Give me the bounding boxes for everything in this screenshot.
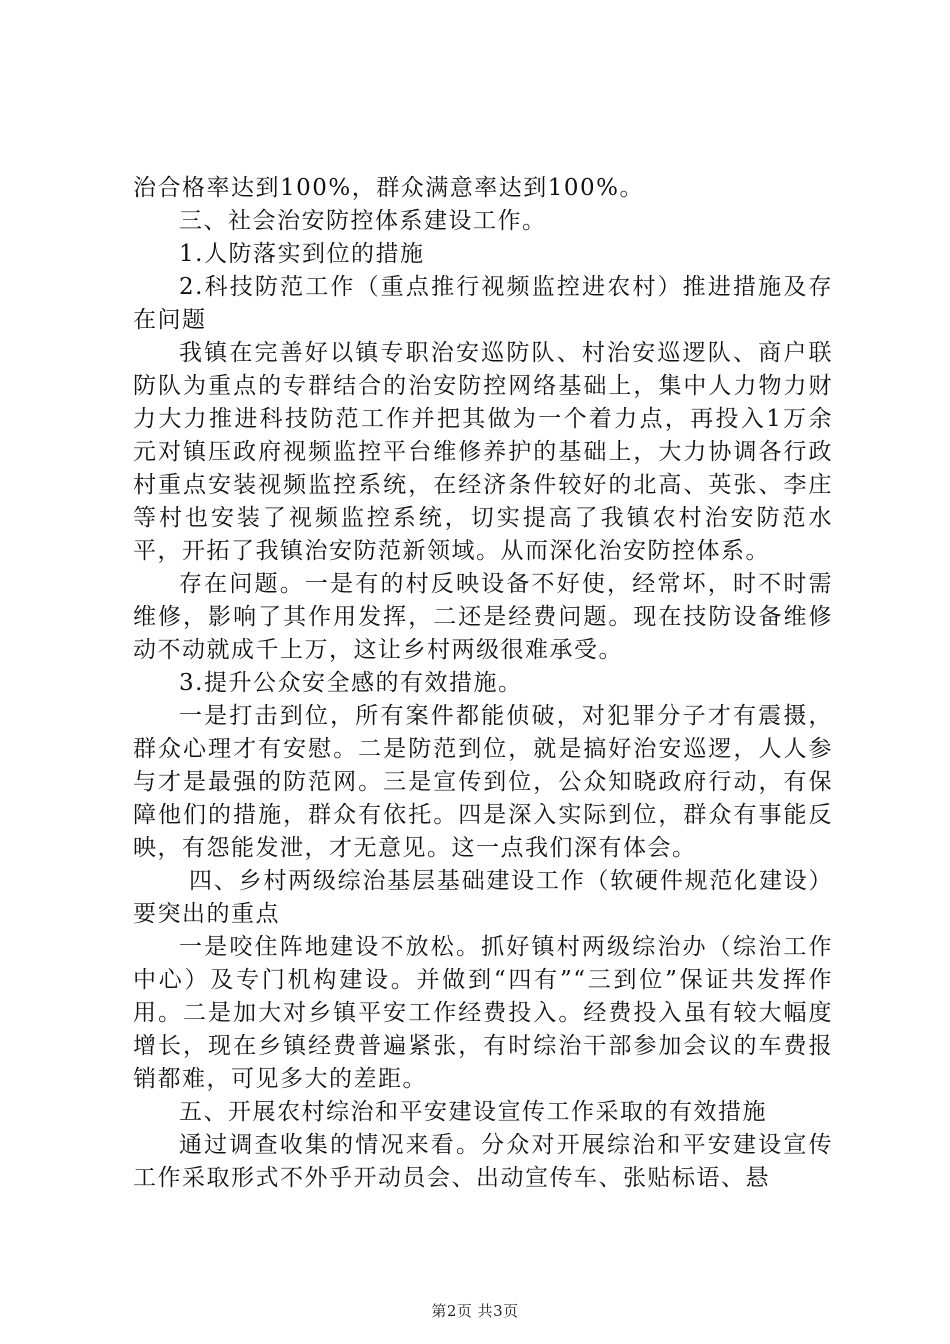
paragraph-continuation: 治合格率达到100%，群众满意率达到100%。 (133, 175, 645, 201)
paragraph-safety-measures: 一是打击到位，所有案件都能侦破，对犯罪分子才有震摄，群众心理才有安慰。二是防范到位，就是搞好治安巡逻，人人参与才是最强的防范网。三是宣传到位，公众知晓政府行动，有保障他们的措施，群众有依托。四是深入实际到位，群众有事能反映，有怨能发泄，才无意见。这一点我们深有体会。 (133, 703, 833, 861)
document-body (133, 172, 833, 1195)
paragraph-tech-prevention: 我镇在完善好以镇专职治安巡防队、村治安巡逻队、商户联防队为重点的专群结合的治安防控网络基础上，集中人力物力财力大力推进科技防范工作并把其做为一个着力点，再投入1万余元对镇压政府视频监控平台维修养护的基础上，大力协调各行政村重点安装视频监控系统，在经济条件较好的北高、英张、李庄等村也安装了视频监控系统，切实提高了我镇农村治安防范水平，开拓了我镇治安防范新领域。从而深化治安防控体系。 (133, 340, 833, 564)
subheading-2: 2.科技防范工作（重点推行视频监控进农村）推进措施及存在问题 (133, 274, 833, 333)
subheading-3: 3.提升公众安全感的有效措施。 (179, 670, 523, 696)
section-heading-3: 三、社会治安防控体系建设工作。 (179, 208, 547, 234)
section-heading-4: 四、乡村两级综治基层基础建设工作（软硬件规范化建设）要突出的重点 (133, 868, 833, 927)
paragraph-problems: 存在问题。一是有的村反映设备不好使，经常坏，时不时需维修，影响了其作用发挥，二还是经费问题。现在技防设备维修动不动就成千上万，这让乡村两级很难承受。 (133, 571, 833, 663)
subheading-1: 1.人防落实到位的措施 (179, 241, 425, 267)
section-heading-5: 五、开展农村综治和平安建设宣传工作采取的有效措施 (179, 1099, 767, 1125)
paragraph-grassroots: 一是咬住阵地建设不放松。抓好镇村两级综治办（综治工作中心）及专门机构建设。并做到“四有”“三到位”保证共发挥作用。二是加大对乡镇平安工作经费投入。经费投入虽有较大幅度增长，现在乡镇经费普遍紧张，有时综治干部参加会议的车费报销都难，可见多大的差距。 (133, 934, 833, 1092)
page-footer: 第2页 共3页 (431, 1302, 519, 1320)
paragraph-survey: 通过调查收集的情况来看。分众对开展综治和平安建设宣传工作采取形式不外乎开动员会、出动宣传车、张贴标语、悬 (133, 1132, 833, 1191)
